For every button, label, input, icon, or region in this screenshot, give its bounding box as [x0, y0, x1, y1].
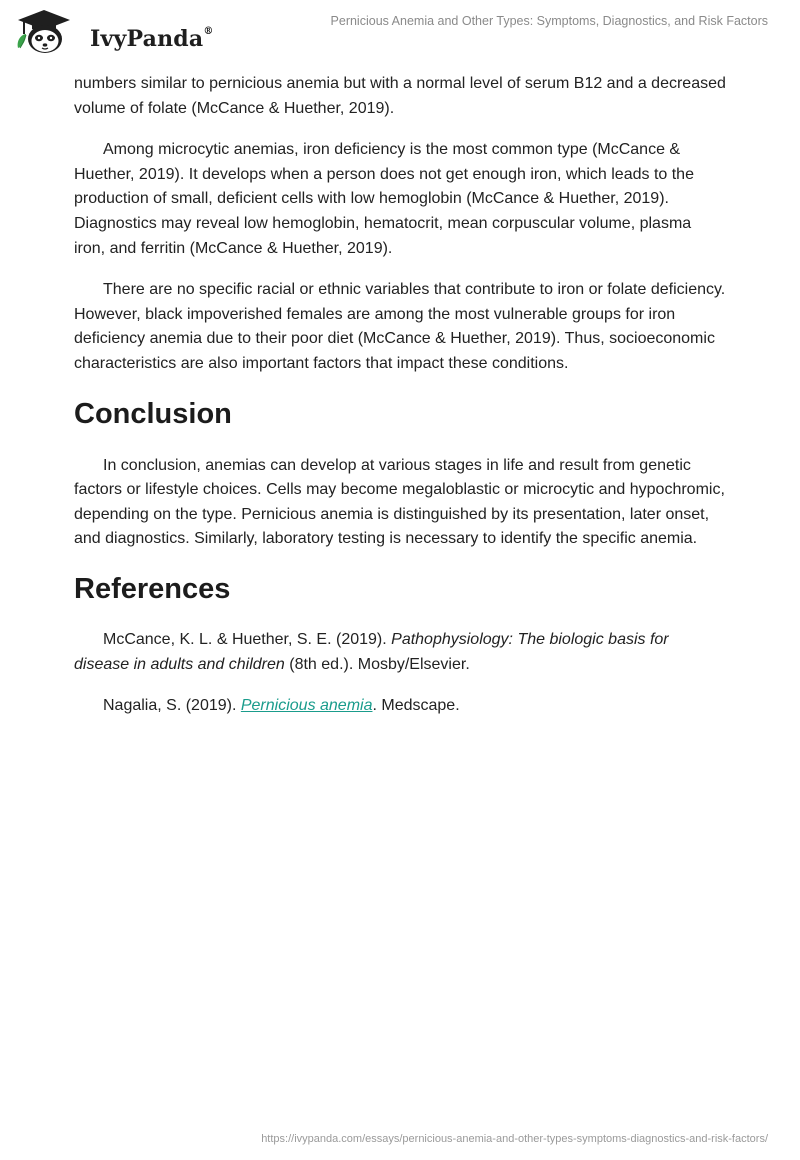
reference-item: Nagalia, S. (2019). Pernicious anemia. Medscape.: [103, 697, 460, 715]
conclusion-heading: Conclusion: [74, 397, 232, 430]
reference-link[interactable]: Pernicious anemia: [240, 697, 373, 715]
document-title: Pernicious Anemia and Other Types: Symptoms, Diagnostics, and Risk Factors: [330, 14, 768, 28]
logo-wordmark: IvyPanda®: [90, 25, 214, 52]
ivypanda-logo[interactable]: [14, 8, 214, 56]
references-heading: References: [74, 572, 231, 605]
reference-title: Pathophysiology: The biologic basis for disease in adults and children: [74, 630, 669, 673]
source-url: https://ivypanda.com/essays/pernicious-anemia-and-other-types-symptoms-diagnostics-and-risk-factors/: [261, 1133, 768, 1145]
reference-item: McCance, K. L. & Huether, S. E. (2019). Pathophysiology: The biologic basis for disease in adults and children (8th ed.). Mosby/Elsevier.: [74, 630, 669, 673]
page-header: [0, 0, 800, 66]
essay-body: [74, 72, 726, 719]
panda-graduate-icon: [14, 8, 74, 56]
paragraph: There are no specific racial or ethnic variables that contribute to iron or folate deficiency. However, black impoverished females are among the most vulnerable groups for iron deficiency anemia due to their poor diet (McCance & Huether, 2019). Thus, socioeconomic characteristics are also important factors that impact these conditions.: [74, 281, 726, 372]
paragraph: Among microcytic anemias, iron deficiency is the most common type (McCance & Huether, 2019). It develops when a person does not get enough iron, which leads to the production of small, deficient cells with low hemoglobin (McCance & Huether, 2019). Diagnostics may reveal low hemoglobin, hematocrit, mean corpuscular volume, plasma iron, and ferritin (McCance & Huether, 2019).: [74, 141, 694, 257]
paragraph: numbers similar to pernicious anemia but with a normal level of serum B12 and a decreased volume of folate (McCance & Huether, 2019).: [74, 75, 726, 117]
paragraph: In conclusion, anemias can develop at various stages in life and result from genetic factors or lifestyle choices. Cells may become megaloblastic or microcytic and hypochromic, depending on the type. Pernicious anemia is distinguished by its presentation, later onset, and diagnostics. Similarly, laboratory testing is necessary to identify the specific anemia.: [74, 456, 725, 548]
